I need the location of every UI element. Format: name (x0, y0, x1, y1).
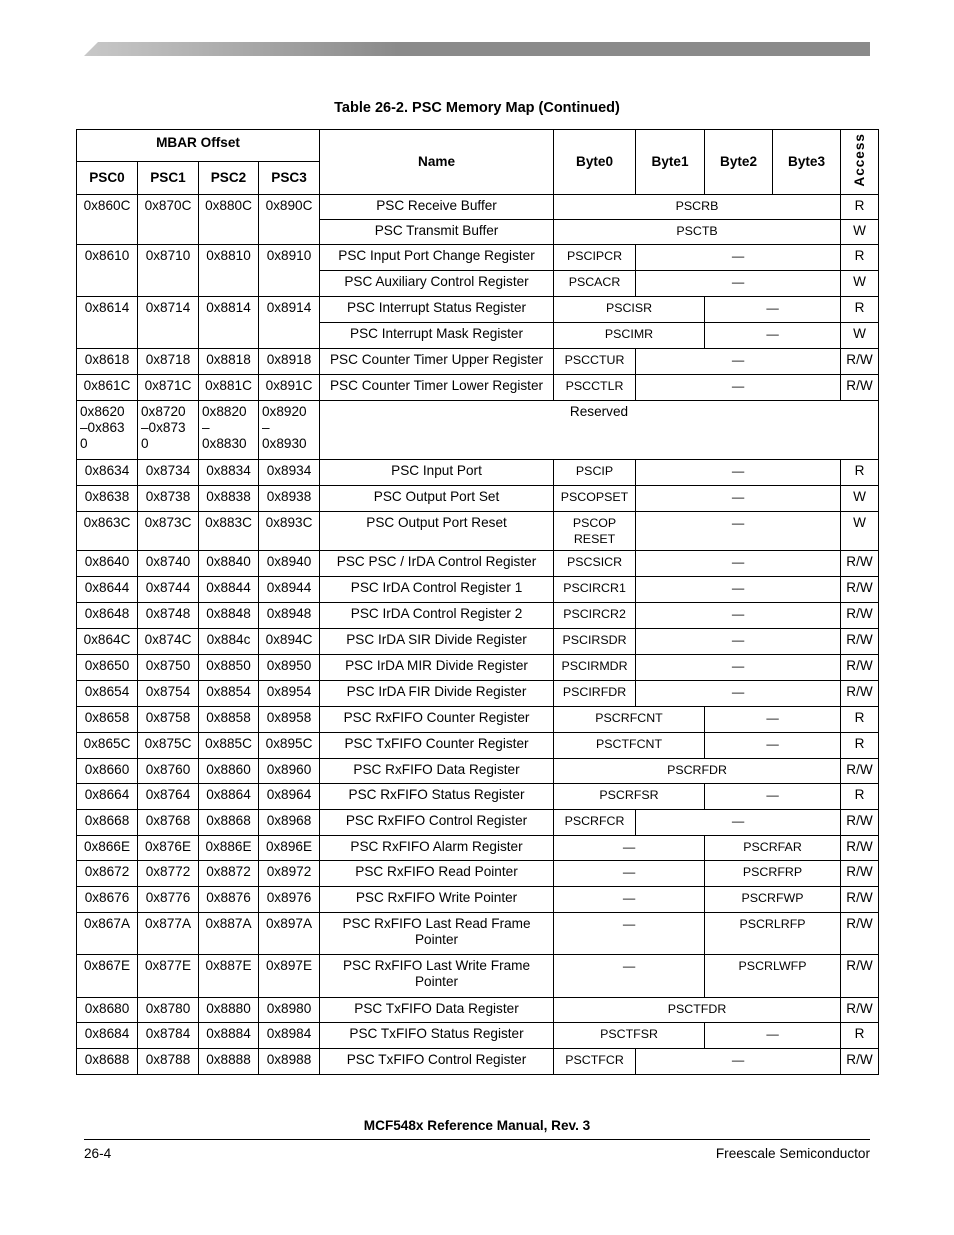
access-cell: R (841, 244, 879, 270)
offset-psc3-cell: 0x8948 (259, 602, 320, 628)
offset-psc1-cell: 0x8740 (138, 550, 199, 576)
access-cell: W (841, 322, 879, 348)
offset-psc0-cell: 0x860C (77, 194, 138, 244)
psc2-header: PSC2 (199, 162, 259, 194)
offset-psc2-cell: 0x8844 (199, 576, 259, 602)
register-mnemonic-cell: PSCRFRP (705, 860, 841, 886)
register-name-cell: PSC IrDA SIR Divide Register (320, 628, 554, 654)
register-name-cell: PSC Input Port Change Register (320, 244, 554, 270)
register-mnemonic-cell: PSCIRMDR (554, 654, 636, 680)
register-mnemonic-cell: PSCOPSET (554, 485, 636, 511)
offset-psc3-cell: 0x891C (259, 374, 320, 400)
unused-bytes-cell: — (636, 809, 841, 835)
unused-bytes-cell: — (636, 511, 841, 550)
register-name-cell: PSC Input Port (320, 459, 554, 485)
footer-page-number: 26-4 (84, 1146, 112, 1161)
offset-psc0-cell: 0x8640 (77, 550, 138, 576)
unused-bytes-cell: — (705, 783, 841, 809)
register-mnemonic-cell: PSCRFSR (554, 783, 705, 809)
unused-bytes-cell: — (636, 550, 841, 576)
table-title: Table 26-2. PSC Memory Map (Continued) (334, 100, 620, 116)
register-name-cell: PSC IrDA Control Register 2 (320, 602, 554, 628)
offset-psc0-cell: 0x8614 (77, 296, 138, 348)
byte2-header: Byte2 (705, 130, 773, 195)
access-header-label: Access (851, 133, 867, 187)
offset-psc2-cell: 0x886E (199, 835, 259, 860)
register-name-cell: PSC RxFIFO Write Pointer (320, 886, 554, 912)
offset-psc0-cell: 0x8658 (77, 706, 138, 732)
offset-psc3-cell: 0x8918 (259, 348, 320, 374)
unused-bytes-cell: — (705, 1022, 841, 1048)
register-mnemonic-cell: PSCRFWP (705, 886, 841, 912)
table-row (77, 886, 879, 912)
offset-psc1-cell: 0x8788 (138, 1048, 199, 1074)
register-name-cell: PSC Output Port Set (320, 485, 554, 511)
offset-psc0-cell: 0x8644 (77, 576, 138, 602)
register-mnemonic-cell: PSCTFDR (554, 997, 841, 1022)
unused-bytes-cell: — (705, 296, 841, 322)
access-cell: R/W (841, 835, 879, 860)
unused-bytes-cell: — (636, 374, 841, 400)
offset-psc2-cell: 0x887E (199, 954, 259, 997)
offset-psc3-cell: 0x8954 (259, 680, 320, 706)
access-cell: W (841, 511, 879, 550)
access-cell: R (841, 783, 879, 809)
register-name-cell: PSC IrDA MIR Divide Register (320, 654, 554, 680)
access-cell: R/W (841, 758, 879, 783)
table-row (77, 348, 879, 374)
offset-psc3-cell: 0x8958 (259, 706, 320, 732)
table-row (77, 602, 879, 628)
register-name-cell: PSC PSC / IrDA Control Register (320, 550, 554, 576)
register-name-cell: PSC RxFIFO Last Write Frame Pointer (320, 954, 554, 997)
offset-psc3-cell: 0x8920 – 0x8930 (259, 400, 320, 459)
offset-psc2-cell: 0x881C (199, 374, 259, 400)
register-mnemonic-cell: PSCIRSDR (554, 628, 636, 654)
register-name-cell: PSC RxFIFO Control Register (320, 809, 554, 835)
register-name-cell: PSC Counter Timer Upper Register (320, 348, 554, 374)
table-row (77, 758, 879, 783)
offset-psc3-cell: 0x897A (259, 912, 320, 954)
mbar-offset-header: MBAR Offset (77, 130, 320, 162)
offset-psc2-cell: 0x885C (199, 732, 259, 758)
offset-psc1-cell: 0x877E (138, 954, 199, 997)
offset-psc3-cell: 0x8988 (259, 1048, 320, 1074)
unused-bytes-cell: — (636, 576, 841, 602)
offset-psc1-cell: 0x8784 (138, 1022, 199, 1048)
offset-psc0-cell: 0x8668 (77, 809, 138, 835)
offset-psc0-cell: 0x8650 (77, 654, 138, 680)
register-name-cell: PSC Output Port Reset (320, 511, 554, 550)
offset-psc0-cell: 0x8620 –0x863 0 (77, 400, 138, 459)
memory-map-body (77, 194, 879, 1074)
register-name-cell: PSC IrDA Control Register 1 (320, 576, 554, 602)
table-row (77, 1022, 879, 1048)
register-name-cell: PSC RxFIFO Counter Register (320, 706, 554, 732)
offset-psc3-cell: 0x8934 (259, 459, 320, 485)
offset-psc3-cell: 0x893C (259, 511, 320, 550)
offset-psc3-cell: 0x897E (259, 954, 320, 997)
table-row (77, 835, 879, 860)
offset-psc2-cell: 0x8820 – 0x8830 (199, 400, 259, 459)
register-mnemonic-cell: PSCRLRFP (705, 912, 841, 954)
offset-psc3-cell: 0x8940 (259, 550, 320, 576)
register-name-cell: PSC TxFIFO Status Register (320, 1022, 554, 1048)
register-name-cell: PSC Receive Buffer (320, 194, 554, 219)
table-row (77, 244, 879, 270)
register-name-cell: PSC IrDA FIR Divide Register (320, 680, 554, 706)
offset-psc0-cell: 0x863C (77, 511, 138, 550)
table-row (77, 459, 879, 485)
table-row (77, 732, 879, 758)
register-mnemonic-cell: PSCRB (554, 194, 841, 219)
offset-psc2-cell: 0x8872 (199, 860, 259, 886)
table-row (77, 809, 879, 835)
unused-bytes-cell: — (636, 485, 841, 511)
offset-psc1-cell: 0x8758 (138, 706, 199, 732)
offset-psc2-cell: 0x8834 (199, 459, 259, 485)
unused-bytes-cell: — (705, 732, 841, 758)
offset-psc2-cell: 0x8850 (199, 654, 259, 680)
table-row (77, 194, 879, 219)
offset-psc2-cell: 0x8810 (199, 244, 259, 296)
offset-psc0-cell: 0x867E (77, 954, 138, 997)
access-cell: R (841, 706, 879, 732)
offset-psc1-cell: 0x876E (138, 835, 199, 860)
offset-psc1-cell: 0x8714 (138, 296, 199, 348)
unused-bytes-cell: — (636, 270, 841, 296)
register-mnemonic-cell: PSCCTLR (554, 374, 636, 400)
offset-psc0-cell: 0x8654 (77, 680, 138, 706)
byte1-header: Byte1 (636, 130, 705, 195)
register-name-cell: PSC RxFIFO Last Read Frame Pointer (320, 912, 554, 954)
offset-psc0-cell: 0x8660 (77, 758, 138, 783)
register-name-cell: PSC Transmit Buffer (320, 219, 554, 244)
access-cell: R/W (841, 680, 879, 706)
register-name-cell: PSC TxFIFO Data Register (320, 997, 554, 1022)
register-name-cell: PSC RxFIFO Data Register (320, 758, 554, 783)
unused-bytes-cell: — (636, 1048, 841, 1074)
offset-psc2-cell: 0x8848 (199, 602, 259, 628)
offset-psc3-cell: 0x8950 (259, 654, 320, 680)
register-name-cell: PSC Counter Timer Lower Register (320, 374, 554, 400)
byte0-header: Byte0 (554, 130, 636, 195)
register-name-cell: PSC TxFIFO Control Register (320, 1048, 554, 1074)
access-cell: R/W (841, 997, 879, 1022)
offset-psc3-cell: 0x8976 (259, 886, 320, 912)
offset-psc2-cell: 0x8888 (199, 1048, 259, 1074)
register-name-cell: PSC RxFIFO Read Pointer (320, 860, 554, 886)
offset-psc1-cell: 0x8720 –0x873 0 (138, 400, 199, 459)
register-mnemonic-cell: PSCIPCR (554, 244, 636, 270)
offset-psc1-cell: 0x8718 (138, 348, 199, 374)
offset-psc2-cell: 0x8840 (199, 550, 259, 576)
offset-psc1-cell: 0x8748 (138, 602, 199, 628)
access-cell: R/W (841, 576, 879, 602)
offset-psc0-cell: 0x8610 (77, 244, 138, 296)
offset-psc0-cell: 0x8672 (77, 860, 138, 886)
offset-psc0-cell: 0x8634 (77, 459, 138, 485)
offset-psc3-cell: 0x8964 (259, 783, 320, 809)
table-row (77, 374, 879, 400)
offset-psc1-cell: 0x871C (138, 374, 199, 400)
register-mnemonic-cell: PSCRLWFP (705, 954, 841, 997)
table-row (77, 680, 879, 706)
register-mnemonic-cell: PSCIMR (554, 322, 705, 348)
offset-psc1-cell: 0x874C (138, 628, 199, 654)
memory-map-table (76, 129, 879, 1075)
offset-psc1-cell: 0x8744 (138, 576, 199, 602)
offset-psc1-cell: 0x8780 (138, 997, 199, 1022)
offset-psc3-cell: 0x8938 (259, 485, 320, 511)
offset-psc0-cell: 0x865C (77, 732, 138, 758)
table-row (77, 954, 879, 997)
offset-psc2-cell: 0x8860 (199, 758, 259, 783)
table-row (77, 400, 879, 459)
offset-psc1-cell: 0x8764 (138, 783, 199, 809)
footer-rule (84, 1139, 870, 1140)
offset-psc1-cell: 0x870C (138, 194, 199, 244)
offset-psc3-cell: 0x8944 (259, 576, 320, 602)
access-header (841, 130, 879, 195)
offset-psc3-cell: 0x8984 (259, 1022, 320, 1048)
offset-psc0-cell: 0x861C (77, 374, 138, 400)
offset-psc0-cell: 0x8680 (77, 997, 138, 1022)
access-cell: R/W (841, 809, 879, 835)
offset-psc2-cell: 0x8876 (199, 886, 259, 912)
unused-bytes-cell: — (554, 835, 705, 860)
psc3-header: PSC3 (259, 162, 320, 194)
offset-psc2-cell: 0x8854 (199, 680, 259, 706)
register-mnemonic-cell: PSCCTUR (554, 348, 636, 374)
access-cell: R/W (841, 860, 879, 886)
offset-psc2-cell: 0x883C (199, 511, 259, 550)
table-row (77, 706, 879, 732)
access-cell: R/W (841, 654, 879, 680)
offset-psc1-cell: 0x8738 (138, 485, 199, 511)
offset-psc2-cell: 0x884c (199, 628, 259, 654)
offset-psc1-cell: 0x8750 (138, 654, 199, 680)
unused-bytes-cell: — (636, 680, 841, 706)
access-cell: R/W (841, 954, 879, 997)
register-name-cell: PSC TxFIFO Counter Register (320, 732, 554, 758)
offset-psc3-cell: 0x894C (259, 628, 320, 654)
register-name-cell: PSC RxFIFO Status Register (320, 783, 554, 809)
offset-psc3-cell: 0x890C (259, 194, 320, 244)
psc0-header: PSC0 (77, 162, 138, 194)
unused-bytes-cell: — (636, 654, 841, 680)
offset-psc2-cell: 0x8814 (199, 296, 259, 348)
register-mnemonic-cell: PSCISR (554, 296, 705, 322)
offset-psc2-cell: 0x887A (199, 912, 259, 954)
register-mnemonic-cell: PSCIRFDR (554, 680, 636, 706)
register-mnemonic-cell: PSCRFCR (554, 809, 636, 835)
register-mnemonic-cell: PSCTFCNT (554, 732, 705, 758)
register-mnemonic-cell: PSCRFAR (705, 835, 841, 860)
table-row (77, 783, 879, 809)
unused-bytes-cell: — (636, 348, 841, 374)
offset-psc0-cell: 0x8618 (77, 348, 138, 374)
access-cell: R (841, 1022, 879, 1048)
offset-psc2-cell: 0x8858 (199, 706, 259, 732)
register-mnemonic-cell: PSCOP RESET (554, 511, 636, 550)
offset-psc1-cell: 0x8772 (138, 860, 199, 886)
offset-psc3-cell: 0x896E (259, 835, 320, 860)
unused-bytes-cell: — (636, 602, 841, 628)
offset-psc1-cell: 0x8710 (138, 244, 199, 296)
unused-bytes-cell: — (554, 912, 705, 954)
offset-psc0-cell: 0x8638 (77, 485, 138, 511)
register-name-cell: PSC Interrupt Mask Register (320, 322, 554, 348)
name-header: Name (320, 130, 554, 195)
access-cell: R/W (841, 348, 879, 374)
table-row (77, 550, 879, 576)
offset-psc1-cell: 0x877A (138, 912, 199, 954)
access-cell: W (841, 485, 879, 511)
access-cell: W (841, 270, 879, 296)
offset-psc3-cell: 0x8910 (259, 244, 320, 296)
offset-psc3-cell: 0x8972 (259, 860, 320, 886)
register-mnemonic-cell: PSCRFCNT (554, 706, 705, 732)
table-row (77, 860, 879, 886)
unused-bytes-cell: — (554, 954, 705, 997)
header-band (84, 42, 870, 56)
register-name-cell: PSC Interrupt Status Register (320, 296, 554, 322)
offset-psc1-cell: 0x8734 (138, 459, 199, 485)
offset-psc0-cell: 0x864C (77, 628, 138, 654)
table-row (77, 296, 879, 322)
access-cell: R/W (841, 912, 879, 954)
unused-bytes-cell: — (636, 244, 841, 270)
access-cell: W (841, 219, 879, 244)
table-row (77, 511, 879, 550)
table-row (77, 485, 879, 511)
register-name-cell: PSC Auxiliary Control Register (320, 270, 554, 296)
offset-psc2-cell: 0x8868 (199, 809, 259, 835)
offset-psc3-cell: 0x895C (259, 732, 320, 758)
offset-psc0-cell: 0x8648 (77, 602, 138, 628)
register-mnemonic-cell: PSCSICR (554, 550, 636, 576)
psc1-header: PSC1 (138, 162, 199, 194)
table-row (77, 654, 879, 680)
register-mnemonic-cell: PSCACR (554, 270, 636, 296)
offset-psc0-cell: 0x8664 (77, 783, 138, 809)
table-row (77, 1048, 879, 1074)
offset-psc2-cell: 0x8838 (199, 485, 259, 511)
offset-psc1-cell: 0x8760 (138, 758, 199, 783)
offset-psc1-cell: 0x8768 (138, 809, 199, 835)
access-cell: R/W (841, 628, 879, 654)
table-row (77, 576, 879, 602)
offset-psc1-cell: 0x873C (138, 511, 199, 550)
register-mnemonic-cell: PSCIRCR2 (554, 602, 636, 628)
offset-psc0-cell: 0x8684 (77, 1022, 138, 1048)
offset-psc2-cell: 0x8864 (199, 783, 259, 809)
offset-psc3-cell: 0x8914 (259, 296, 320, 348)
register-mnemonic-cell: PSCTB (554, 219, 841, 244)
register-mnemonic-cell: PSCIRCR1 (554, 576, 636, 602)
access-cell: R/W (841, 886, 879, 912)
byte3-header: Byte3 (773, 130, 841, 195)
table-row (77, 997, 879, 1022)
offset-psc2-cell: 0x8884 (199, 1022, 259, 1048)
offset-psc0-cell: 0x8688 (77, 1048, 138, 1074)
unused-bytes-cell: — (705, 706, 841, 732)
unused-bytes-cell: — (636, 459, 841, 485)
table-row (77, 628, 879, 654)
offset-psc1-cell: 0x8754 (138, 680, 199, 706)
access-cell: R (841, 732, 879, 758)
offset-psc0-cell: 0x867A (77, 912, 138, 954)
register-mnemonic-cell: PSCTFCR (554, 1048, 636, 1074)
access-cell: R (841, 194, 879, 219)
offset-psc3-cell: 0x8980 (259, 997, 320, 1022)
offset-psc0-cell: 0x8676 (77, 886, 138, 912)
register-name-cell: PSC RxFIFO Alarm Register (320, 835, 554, 860)
offset-psc3-cell: 0x8968 (259, 809, 320, 835)
access-cell: R/W (841, 550, 879, 576)
access-cell: R (841, 296, 879, 322)
unused-bytes-cell: — (636, 628, 841, 654)
unused-bytes-cell: — (705, 322, 841, 348)
footer-manual-title: MCF548x Reference Manual, Rev. 3 (363, 1118, 591, 1133)
table-row (77, 912, 879, 954)
access-cell: R (841, 459, 879, 485)
footer-company: Freescale Semiconductor (715, 1146, 870, 1161)
access-cell: R/W (841, 602, 879, 628)
offset-psc1-cell: 0x8776 (138, 886, 199, 912)
access-cell: R/W (841, 374, 879, 400)
reserved-cell: Reserved (320, 400, 879, 459)
offset-psc0-cell: 0x866E (77, 835, 138, 860)
offset-psc2-cell: 0x880C (199, 194, 259, 244)
offset-psc2-cell: 0x8880 (199, 997, 259, 1022)
unused-bytes-cell: — (554, 860, 705, 886)
register-mnemonic-cell: PSCTFSR (554, 1022, 705, 1048)
register-mnemonic-cell: PSCIP (554, 459, 636, 485)
offset-psc1-cell: 0x875C (138, 732, 199, 758)
access-cell: R/W (841, 1048, 879, 1074)
unused-bytes-cell: — (554, 886, 705, 912)
offset-psc3-cell: 0x8960 (259, 758, 320, 783)
offset-psc2-cell: 0x8818 (199, 348, 259, 374)
register-mnemonic-cell: PSCRFDR (554, 758, 841, 783)
